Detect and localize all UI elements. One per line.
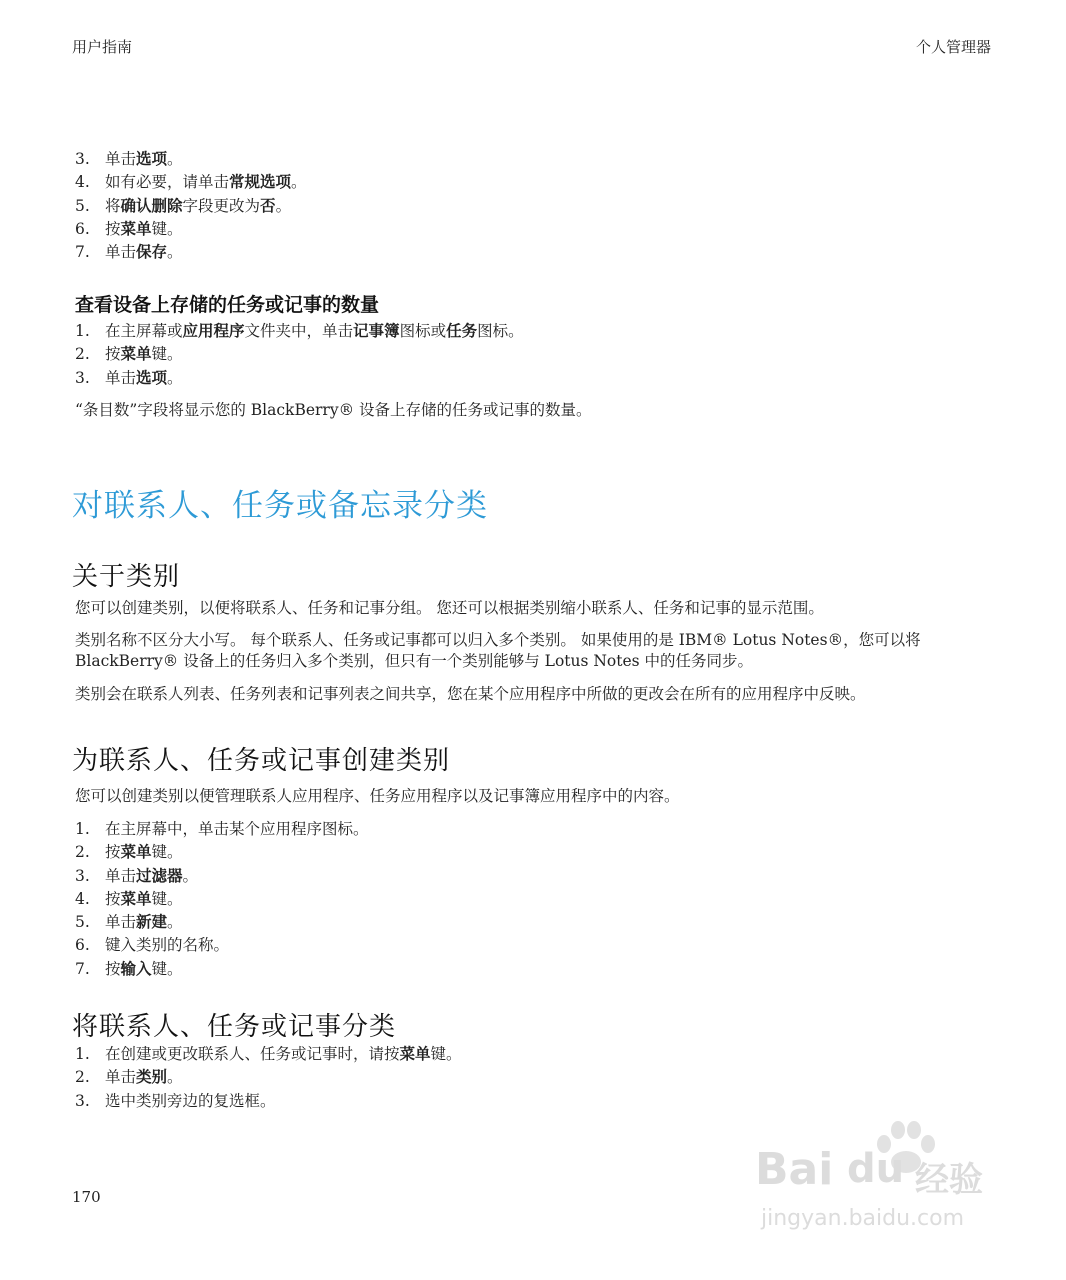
watermark-cn: 经验 [915, 1160, 983, 1200]
step-ui-term: 菜单 [120, 889, 152, 908]
step-item [75, 343, 524, 366]
step-text: 。 [167, 1068, 183, 1087]
step-ui-term: 过滤器 [136, 866, 183, 885]
step-number: 1. [75, 820, 90, 838]
create-heading: 为联系人、任务或记事创建类别 [72, 746, 451, 776]
step-ui-term: 菜单 [120, 345, 152, 364]
about-paragraph-3: 类别会在联系人列表、任务列表和记事列表之间共享，您在某个应用程序中所做的更改会在所有的应用程序中反映。 [75, 685, 866, 703]
step-text: 按 [105, 959, 121, 978]
step-number: 6. [75, 219, 90, 238]
step-item [75, 241, 307, 264]
step-item [75, 911, 369, 934]
step-text: 单击 [105, 1068, 137, 1087]
watermark-brand-2: du [847, 1146, 905, 1192]
step-text: 。 [182, 866, 199, 885]
step-ui-term: 常规选项 [229, 173, 292, 192]
step-item [75, 1066, 462, 1089]
step-item [75, 888, 369, 911]
step-number: 2. [75, 1068, 90, 1087]
step-text: 单击 [105, 368, 137, 387]
categorize-heading: 将联系人、任务或记事分类 [72, 1012, 397, 1042]
step-ui-term: 菜单 [399, 1045, 431, 1063]
step-ui-term: 确认删除 [120, 196, 183, 215]
step-text: 单击 [105, 150, 137, 168]
step-ui-term: 输入 [120, 959, 152, 978]
watermark-brand: Bai [755, 1144, 834, 1195]
step-ui-term: 记事簿 [353, 322, 400, 340]
step-text: 按 [105, 219, 121, 238]
step-text: 。 [275, 196, 292, 215]
step-ui-term: 应用程序 [182, 322, 245, 340]
step-text: 键。 [151, 843, 183, 862]
step-text: 键。 [430, 1045, 462, 1063]
step-text: 按 [105, 889, 121, 908]
step-number: 3. [75, 368, 90, 387]
about-paragraph-1: 您可以创建类别，以便将联系人、任务和记事分组。 您还可以根据类别缩小联系人、任务和记事的显示范围。 [75, 599, 824, 617]
step-item [75, 865, 369, 888]
step-number: 7. [75, 243, 90, 262]
running-header-right: 个人管理器 [916, 38, 992, 56]
step-number: 1. [75, 322, 90, 340]
step-item [75, 934, 369, 957]
step-text: 。 [167, 913, 183, 932]
step-number: 3. [75, 1091, 90, 1110]
step-text: 按 [105, 843, 121, 862]
step-item [75, 367, 524, 390]
step-number: 7. [75, 959, 90, 978]
step-text: 键。 [151, 219, 183, 238]
step-ui-term: 保存 [136, 243, 168, 262]
step-text: 字段更改为 [182, 196, 261, 215]
step-text: 如有必要，请单击 [105, 173, 230, 192]
create-steps-list [75, 818, 369, 981]
step-item [75, 841, 369, 864]
top-steps-list [75, 148, 307, 264]
about-heading: 关于类别 [72, 562, 181, 592]
step-text: 。 [167, 368, 183, 387]
step-text: 图标或 [399, 322, 447, 340]
count-note: “条目数”字段将显示您的 BlackBerry® 设备上存储的任务或记事的数量。 [75, 401, 592, 419]
step-number: 6. [75, 936, 90, 955]
step-item [75, 818, 369, 841]
step-text: 按 [105, 345, 121, 364]
step-ui-term: 选项 [136, 150, 168, 168]
step-ui-term: 菜单 [120, 219, 152, 238]
step-text: 在创建或更改联系人、任务或记事时，请按 [105, 1045, 400, 1063]
step-text: 键。 [151, 345, 183, 364]
step-number: 5. [75, 196, 90, 215]
step-item [75, 1043, 462, 1066]
step-number: 5. [75, 913, 90, 932]
step-text: 单击 [105, 866, 137, 885]
step-text: 文件夹中，单击 [244, 322, 354, 340]
step-ui-term: 类别 [136, 1068, 168, 1087]
create-intro: 您可以创建类别以便管理联系人应用程序、任务应用程序以及记事簿应用程序中的内容。 [75, 787, 680, 805]
step-text: 。 [291, 173, 307, 192]
step-item [75, 1090, 462, 1113]
step-ui-term: 否 [260, 196, 276, 215]
step-text: 将 [105, 196, 121, 215]
step-ui-term: 选项 [136, 368, 168, 387]
step-item [75, 148, 307, 171]
step-text: 图标。 [477, 322, 524, 340]
step-number: 4. [75, 889, 90, 908]
step-text: 在主屏幕中，单击某个应用程序图标。 [105, 820, 369, 838]
step-text: 。 [167, 150, 183, 168]
categorize-steps-list [75, 1043, 462, 1113]
step-item [75, 218, 307, 241]
step-text: 单击 [105, 243, 137, 262]
step-text: 单击 [105, 913, 137, 932]
step-text: 。 [167, 243, 183, 262]
step-text: 在主屏幕或 [105, 322, 183, 340]
watermark-url: jingyan.baidu.com [761, 1206, 965, 1231]
count-section-heading: 查看设备上存储的任务或记事的数量 [75, 294, 380, 316]
main-section-heading: 对联系人、任务或备忘录分类 [72, 488, 488, 524]
step-item [75, 195, 307, 218]
step-text: 键。 [151, 959, 183, 978]
step-ui-term: 菜单 [120, 843, 152, 862]
step-number: 4. [75, 173, 90, 192]
page-number: 170 [72, 1188, 101, 1206]
step-item [75, 320, 524, 343]
step-ui-term: 新建 [136, 913, 168, 932]
step-number: 3. [75, 866, 90, 885]
count-steps-list [75, 320, 524, 390]
step-number: 2. [75, 345, 90, 364]
step-text: 选中类别旁边的复选框。 [105, 1091, 276, 1110]
step-text: 键。 [151, 889, 183, 908]
running-header-left: 用户指南 [72, 38, 133, 56]
step-number: 3. [75, 150, 90, 168]
step-ui-term: 任务 [446, 322, 478, 340]
step-item [75, 958, 369, 981]
step-number: 1. [75, 1045, 90, 1063]
baidu-watermark [755, 1118, 1005, 1238]
step-item [75, 171, 307, 194]
step-number: 2. [75, 843, 90, 862]
about-paragraph-2: 类别名称不区分大小写。 每个联系人、任务或记事都可以归入多个类别。 如果使用的是 IBM® Lotus Notes®，您可以将 BlackBerry® 设备上的任务归入多个类别，但只有一个类别能够与 Lotus Notes 中的任务同步。 [75, 631, 921, 670]
step-text: 键入类别的名称。 [105, 936, 230, 955]
